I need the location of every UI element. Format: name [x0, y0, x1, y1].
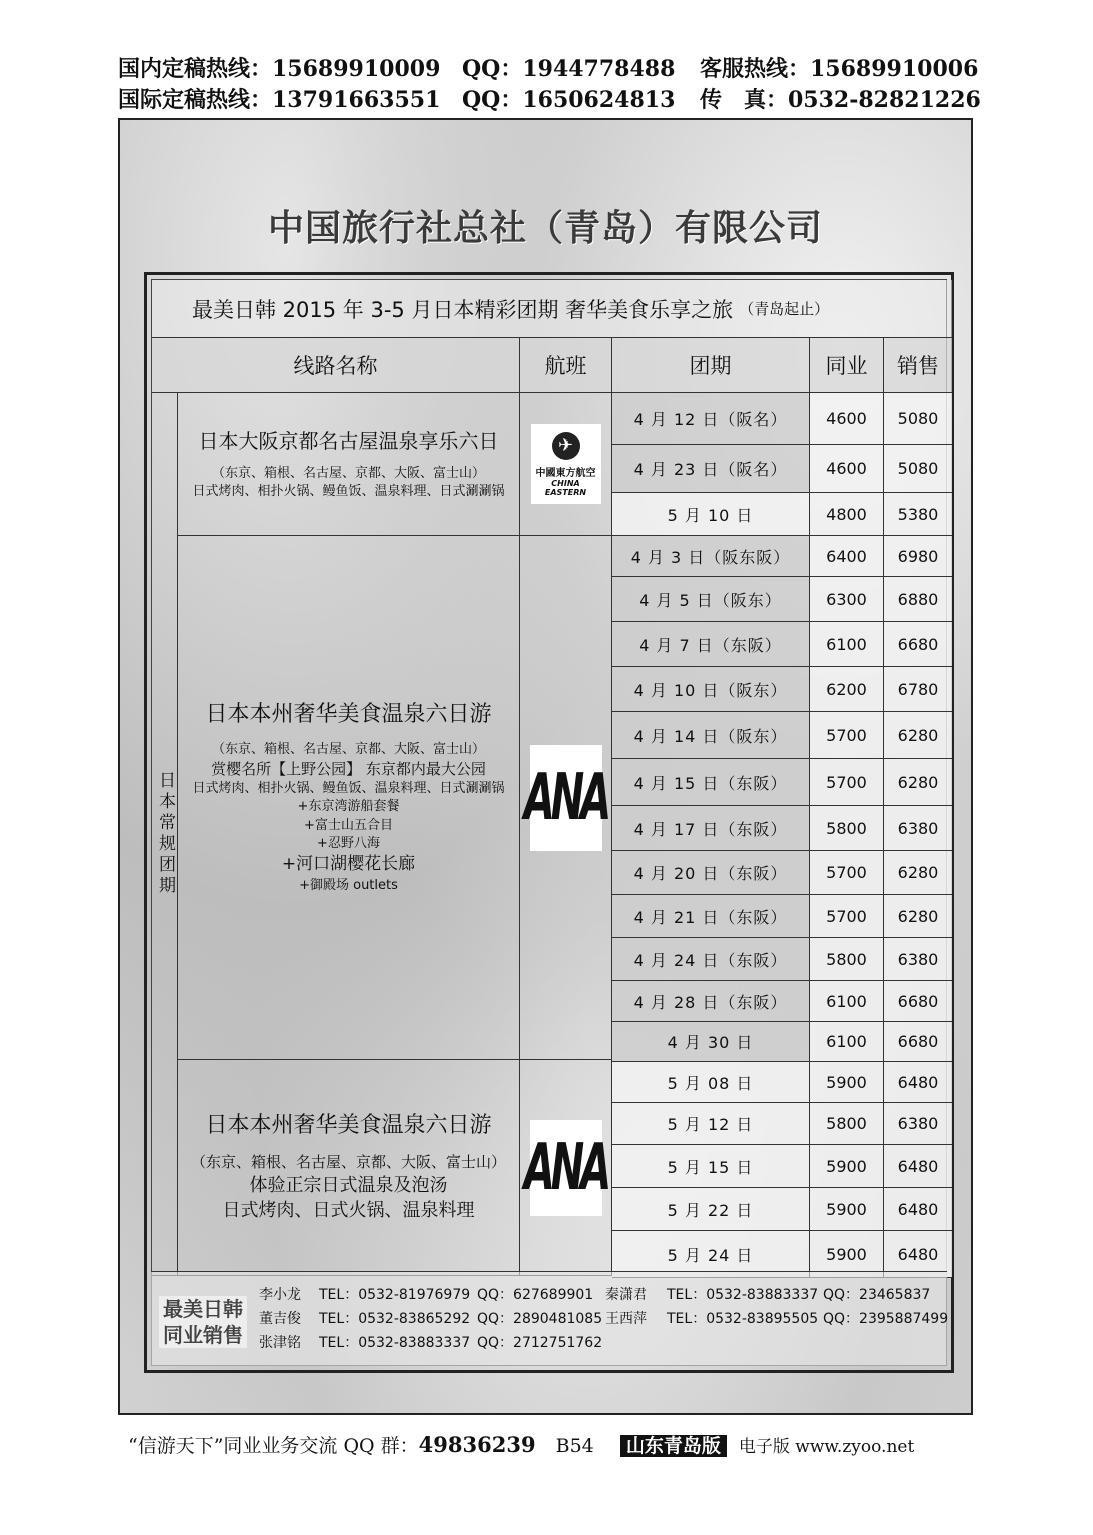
china-eastern-logo [531, 424, 601, 504]
airline-cell-1 [520, 393, 612, 536]
trade-price: 4600 [810, 393, 884, 445]
trade-price: 6100 [810, 622, 884, 667]
trade-price: 6100 [810, 1022, 884, 1062]
contact-row-2 [259, 1308, 948, 1328]
contact-qq: QQ：2395887499 [823, 1311, 949, 1327]
retail-price: 6480 [884, 1188, 952, 1231]
tour-table-grid [151, 279, 947, 1366]
route-2-line-1: （东京、箱根、名古屋、京都、大阪、富士山） [211, 741, 485, 757]
contact-row-1 [259, 1284, 930, 1304]
retail-price: 6680 [884, 1022, 952, 1062]
tour-date: 4 月 10 日（阪东） [612, 667, 810, 712]
sales-label-line2: 同业销售 [163, 1323, 243, 1347]
service-hotline: 客服热线：15689910006 [700, 56, 979, 82]
tour-date: 5 月 24 日 [612, 1231, 810, 1278]
trade-price: 5900 [810, 1062, 884, 1103]
route-2-line-5: +富士山五合目 [304, 817, 393, 833]
tour-date: 4 月 21 日（东阪） [612, 895, 810, 938]
route-group-3 [178, 1060, 520, 1276]
sales-label [159, 1296, 247, 1348]
tour-date: 4 月 3 日（阪东阪） [612, 536, 810, 577]
tour-date: 4 月 15 日（东阪） [612, 759, 810, 806]
ana-logo-2 [523, 1120, 608, 1216]
tour-date: 5 月 22 日 [612, 1188, 810, 1231]
tour-date: 4 月 30 日 [612, 1022, 810, 1062]
ana-logo-1 [523, 745, 608, 851]
tour-date: 4 月 5 日（阪东） [612, 577, 810, 622]
route-2-line-4: +东京湾游船套餐 [297, 799, 400, 815]
route-title-2: 日本本州奢华美食温泉六日游 [205, 702, 492, 728]
tour-date: 4 月 17 日（东阪） [612, 806, 810, 851]
tour-date: 4 月 12 日（阪名） [612, 393, 810, 445]
contact-tel: TEL：0532-83865292 [319, 1311, 471, 1327]
footer-site: 电子版 www.zyoo.net [738, 1437, 915, 1457]
contact-name: 张津铭 [259, 1335, 301, 1351]
route-1-line-1: （东京、箱根、名古屋、京都、大阪、富士山） [211, 465, 485, 481]
trade-price: 4800 [810, 493, 884, 536]
contact-name: 秦潇君 [605, 1287, 647, 1303]
contact-name: 李小龙 [259, 1287, 301, 1303]
domestic-hotline: 国内定稿热线：15689910009 [118, 56, 441, 82]
retail-price: 5080 [884, 393, 952, 445]
trade-price: 5700 [810, 895, 884, 938]
intl-hotline: 国际定稿热线：13791663551 [118, 87, 441, 113]
contact-name: 董吉俊 [259, 1311, 301, 1327]
retail-price: 6680 [884, 622, 952, 667]
contact-tel: TEL：0532-83883337 [667, 1287, 819, 1303]
header-date: 团期 [612, 338, 810, 393]
airline-cell-2 [520, 536, 612, 1060]
trade-price: 5700 [810, 712, 884, 759]
route-3-line-1: （东京、箱根、名古屋、京都、大阪、富士山） [190, 1153, 506, 1172]
retail-price: 5380 [884, 493, 952, 536]
trade-price: 6200 [810, 667, 884, 712]
route-title-3: 日本本州奢华美食温泉六日游 [205, 1113, 492, 1139]
trade-price: 6100 [810, 981, 884, 1022]
tour-date: 5 月 08 日 [612, 1062, 810, 1103]
trade-price: 4600 [810, 445, 884, 493]
footer-page: B54 [555, 1435, 594, 1457]
tour-date: 4 月 7 日（东阪） [612, 622, 810, 667]
trade-price: 5800 [810, 1103, 884, 1145]
tour-date: 5 月 10 日 [612, 493, 810, 536]
route-2-line-8: +御殿场 outlets [299, 877, 398, 893]
retail-price: 6680 [884, 981, 952, 1022]
tour-date: 4 月 20 日（东阪） [612, 851, 810, 895]
header-retail: 销售 [884, 338, 952, 393]
trade-price: 5800 [810, 806, 884, 851]
retail-price: 6380 [884, 1103, 952, 1145]
header-trade: 同业 [810, 338, 884, 393]
fax: 传 真：0532-82821226 [700, 87, 981, 113]
contact-qq: QQ：627689901 [477, 1287, 594, 1303]
retail-price: 6380 [884, 806, 952, 851]
table-title [152, 280, 952, 338]
contact-tel: TEL：0532-83883337 [319, 1335, 471, 1351]
contact-tel: TEL：0532-83895505 [667, 1311, 819, 1327]
trade-price: 5900 [810, 1231, 884, 1278]
route-2-line-3: 日式烤肉、相扑火锅、鳗鱼饭、温泉料理、日式涮涮锅 [192, 781, 505, 797]
tour-date: 4 月 28 日（东阪） [612, 981, 810, 1022]
retail-price: 6280 [884, 712, 952, 759]
trade-price: 5800 [810, 938, 884, 981]
retail-price: 6780 [884, 667, 952, 712]
retail-price: 6280 [884, 895, 952, 938]
retail-price: 6480 [884, 1231, 952, 1278]
route-2-line-2: 赏樱名所【上野公园】 东京都内最大公园 [211, 760, 486, 779]
contact-tel: TEL：0532-81976979 [319, 1287, 471, 1303]
retail-price: 6280 [884, 851, 952, 895]
footer-edition: 山东青岛版 [620, 1435, 727, 1457]
route-2-line-6: +忍野八海 [317, 835, 380, 851]
trade-price: 6400 [810, 536, 884, 577]
ad-frame [118, 118, 973, 1415]
route-1-line-2: 日式烤肉、相扑火锅、鳗鱼饭、温泉料理、日式涮涮锅 [192, 484, 505, 499]
qq-2: QQ：1650624813 [462, 87, 676, 113]
retail-price: 6880 [884, 577, 952, 622]
side-label [152, 393, 178, 1276]
airline-cell-3 [520, 1060, 612, 1276]
tour-date: 4 月 23 日（阪名） [612, 445, 810, 493]
ana-logo-text-1: ANA [523, 760, 608, 835]
tour-date: 5 月 12 日 [612, 1103, 810, 1145]
header-flight: 航班 [520, 338, 612, 393]
header-route: 线路名称 [152, 338, 520, 393]
route-title-1: 日本大阪京都名古屋温泉享乐六日 [198, 428, 499, 453]
footer [128, 1431, 988, 1458]
trade-price: 6300 [810, 577, 884, 622]
company-name: 中国旅行社总社（青岛）有限公司 [267, 208, 823, 249]
trade-price: 5700 [810, 759, 884, 806]
tour-table [144, 272, 954, 1373]
contact-qq: QQ：2712751762 [477, 1335, 603, 1351]
retail-price: 5080 [884, 445, 952, 493]
china-eastern-cn: 中國東方航空 [535, 467, 596, 479]
qq-1: QQ：1944778488 [462, 56, 676, 82]
china-eastern-swallow-icon: ✈ [552, 432, 580, 460]
route-group-1 [178, 393, 520, 536]
sales-contacts [151, 1271, 947, 1366]
retail-price: 6280 [884, 759, 952, 806]
tour-date: 5 月 15 日 [612, 1145, 810, 1188]
retail-price: 6480 [884, 1145, 952, 1188]
sales-label-line1: 最美日韩 [163, 1297, 243, 1321]
table-title-note: （青岛起止） [739, 300, 830, 318]
route-3-line-2: 体验正宗日式温泉及泡汤 [249, 1175, 448, 1197]
contact-name: 王西萍 [605, 1311, 647, 1327]
contact-row-3 [259, 1332, 602, 1352]
route-group-2 [178, 536, 520, 1060]
route-3-line-3: 日式烤肉、日式火锅、温泉料理 [222, 1200, 475, 1222]
contact-qq: QQ：2890481085 [477, 1311, 603, 1327]
trade-price: 5900 [810, 1145, 884, 1188]
ana-logo-text-2: ANA [523, 1130, 608, 1205]
trade-price: 5900 [810, 1188, 884, 1231]
china-eastern-en: CHINA EASTERN [544, 478, 587, 497]
footer-qq-group: 49836239 [418, 1432, 536, 1457]
side-label-text: 日本常规团期 [154, 771, 175, 897]
tour-date: 4 月 24 日（东阪） [612, 938, 810, 981]
table-title-text: 最美日韩 2015 年 3-5 月日本精彩团期 奢华美食乐享之旅 [192, 297, 734, 322]
retail-price: 6980 [884, 536, 952, 577]
contact-qq: QQ：23465837 [823, 1287, 931, 1303]
route-2-line-7: +河口湖樱花长廊 [281, 853, 416, 874]
tour-date: 4 月 14 日（阪东） [612, 712, 810, 759]
retail-price: 6480 [884, 1062, 952, 1103]
retail-price: 6380 [884, 938, 952, 981]
trade-price: 5700 [810, 851, 884, 895]
footer-slogan: “信游天下”同业业务交流 QQ 群： [128, 1435, 419, 1457]
